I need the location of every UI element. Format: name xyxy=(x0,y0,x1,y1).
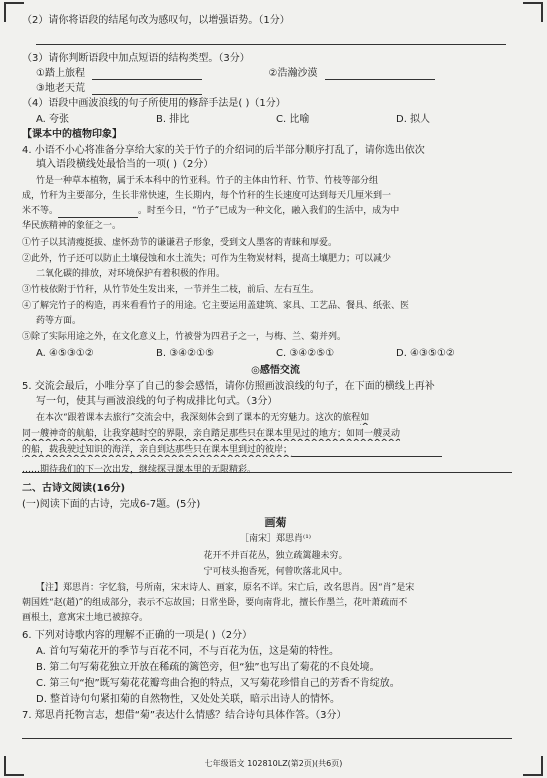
q5-passage: 在本次“跟着课本去旅行”交流会中，我深刻体会到了课本的无穷魅力。这次的旅程 xyxy=(36,413,361,423)
poem-line: 宁可枝头抱香死，何曾吹落北风中。 xyxy=(203,567,348,577)
q5-passage-end: ……期待我们的下一次出发，继续探寻课本里的无限精彩。 xyxy=(22,465,257,475)
option-c[interactable]: C. 比喻 xyxy=(276,114,310,125)
phrase-2: ②浩瀚沙漠 xyxy=(268,68,318,79)
passage-line: 米不等。 xyxy=(22,206,59,216)
q2-4-prompt: （4）语段中画波浪线的句子所使用的修辞手法是( )（1分） xyxy=(22,98,286,109)
sentence-4-cont: 药等方面。 xyxy=(36,316,82,326)
sentence-3: ③竹枝依附于竹秆，从竹节处生发出来，一节并生二枝，前后、左右互生。 xyxy=(22,285,320,295)
phrase-2-blank[interactable] xyxy=(325,69,435,80)
q5-answer-blank[interactable] xyxy=(292,446,442,457)
option-d[interactable]: D. 拟人 xyxy=(396,114,431,125)
q7-answer-line[interactable] xyxy=(22,738,512,739)
wavy-sentence: 同一艘神奇的航船，让我穿越时空的界限，亲自踏足那些只在课本里见过的地方；如同一艘灵动 xyxy=(22,429,401,439)
poetry-subheading: (一)阅读下面的古诗，完成6-7题。(5分) xyxy=(22,499,201,510)
option-c[interactable]: C. 第三句“抱”既写菊花花瓣弯曲合抱的特点，又写菊花珍惜自己的芳香不肯绽放。 xyxy=(36,678,400,689)
q4-prompt-line2: 填入语段横线处最恰当的一项( )（2分） xyxy=(36,159,214,170)
q2-2-answer-line[interactable] xyxy=(36,44,506,45)
poem-line: 花开不并百花丛，独立疏篱趣未穷。 xyxy=(203,551,348,561)
phrase-3-blank[interactable] xyxy=(92,84,202,95)
option-a[interactable]: A. 首句写菊花开的季节与百花不同，不与百花为伍，这是菊的特性。 xyxy=(36,646,340,657)
q5-prompt-line1: 5. 交流会最后，小唯分享了自己的参会感悟，请你仿照画波浪线的句子，在下面的横线上再补 xyxy=(22,381,435,392)
sentence-4: ④了解完竹子的构造，再来看看竹子的用途。它主要运用盖建筑、家具、工艺品、餐具、纸张、医 xyxy=(22,301,410,311)
corner-mark-top-left xyxy=(4,2,24,22)
poem-note: 朝国姓“赵(趙)”的组成部分，表示不忘故国；日常坐卧，要向南背北，擅长作墨兰，花叶萧疏而不 xyxy=(22,598,408,608)
section-heading-reflection: ◎感悟交流 xyxy=(251,365,300,376)
q2-3-prompt: （3）请你判断语段中加点短语的结构类型。（3分） xyxy=(22,53,250,64)
passage-blank[interactable] xyxy=(58,207,138,218)
sentence-5: ⑤除了实际用途之外，在文化意义上，竹被誉为四君子之一，与梅、兰、菊并列。 xyxy=(22,332,347,342)
q5-prompt-line2: 写一句，使其与画波浪线的句子构成排比句式。（3分） xyxy=(36,396,278,407)
q7-prompt: 7. 郑思肖托物言志，想借“菊”表达什么情感？结合诗句具体作答。（3分） xyxy=(22,710,347,721)
option-b[interactable]: B. 排比 xyxy=(156,114,190,125)
poem-author: ［南宋］郑思肖⁽¹⁾ xyxy=(239,534,312,544)
option-d[interactable]: D. 整首诗句句紧扣菊的自然物性，又处处关联，暗示出诗人的情怀。 xyxy=(36,694,341,705)
wavy-sentence: 如 xyxy=(360,413,370,423)
section-heading-poetry: 二、古诗文阅读(16分) xyxy=(22,483,126,494)
passage-line: 。时至今日，“竹子”已成为一种文化，融入我们的生活中，成为中 xyxy=(138,206,400,216)
phrase-3: ③地老天荒 xyxy=(36,83,85,94)
q6-prompt: 6. 下列对诗歌内容的理解不正确的一项是( )（2分） xyxy=(22,630,253,641)
passage-line: 华民族精神的象征之一。 xyxy=(22,221,122,231)
phrase-1: ①踏上旅程 xyxy=(36,68,85,79)
passage-line: 竹是一种草本植物，属于禾本科中的竹亚科。竹子的主体由竹秆、竹节、竹枝等部分组 xyxy=(36,176,379,186)
section-heading-plants: 【课本中的植物印象】 xyxy=(22,129,122,140)
passage-line: 成，竹秆为主要部分，生长非常快速，生长期内，每个竹秆的生长速度可达到每天几厘米到一 xyxy=(22,191,392,201)
option-b[interactable]: B. 第二句写菊花独立开放在稀疏的篱笆旁，但“独”也写出了菊花的不良处境。 xyxy=(36,662,380,673)
option-a[interactable]: A. 夸张 xyxy=(36,114,70,125)
poem-title: 画菊 xyxy=(264,516,287,529)
option-b[interactable]: B. ③④②①⑤ xyxy=(156,348,215,359)
phrase-1-blank[interactable] xyxy=(92,69,202,80)
sentence-2: ②此外，竹子还可以防止土壤侵蚀和水土流失；可作为生物炭材料，提高土壤肥力；可以减少 xyxy=(22,254,392,264)
sentence-2-cont: 二氧化碳的排放，对环境保护有着积极的作用。 xyxy=(36,269,226,279)
option-a[interactable]: A. ④⑤③①② xyxy=(36,348,94,359)
wavy-sentence: 的船，载我驶过知识的海洋，亲自到达那些只在课本里到过的彼岸； xyxy=(22,445,293,455)
option-c[interactable]: C. ③④②⑤① xyxy=(276,348,335,359)
poem-note: 画根土，意寓宋土地已被掠夺。 xyxy=(22,613,149,623)
q4-prompt-line1: 4. 小语不小心将准备分享给大家的关于竹子的介绍词的后半部分顺序打乱了，请你选出依次 xyxy=(22,145,425,156)
poem-note: 【注】郑思肖：字忆翁，号所南，宋末诗人、画家，原名不详。宋亡后，改名思肖。因“肖”是宋 xyxy=(36,583,415,593)
sentence-1: ①竹子以其清瘦挺拔、虚怀劲节的谦谦君子形象，受到文人墨客的青睐和厚爱。 xyxy=(22,238,338,248)
q2-2-prompt: （2）请你将语段的结尾句改为感叹句，以增强语势。（1分） xyxy=(22,15,290,26)
option-d[interactable]: D. ④③⑤①② xyxy=(396,348,455,359)
page-footer: 七年级语文 102810LZ(第2页)(共6页) xyxy=(204,759,343,768)
